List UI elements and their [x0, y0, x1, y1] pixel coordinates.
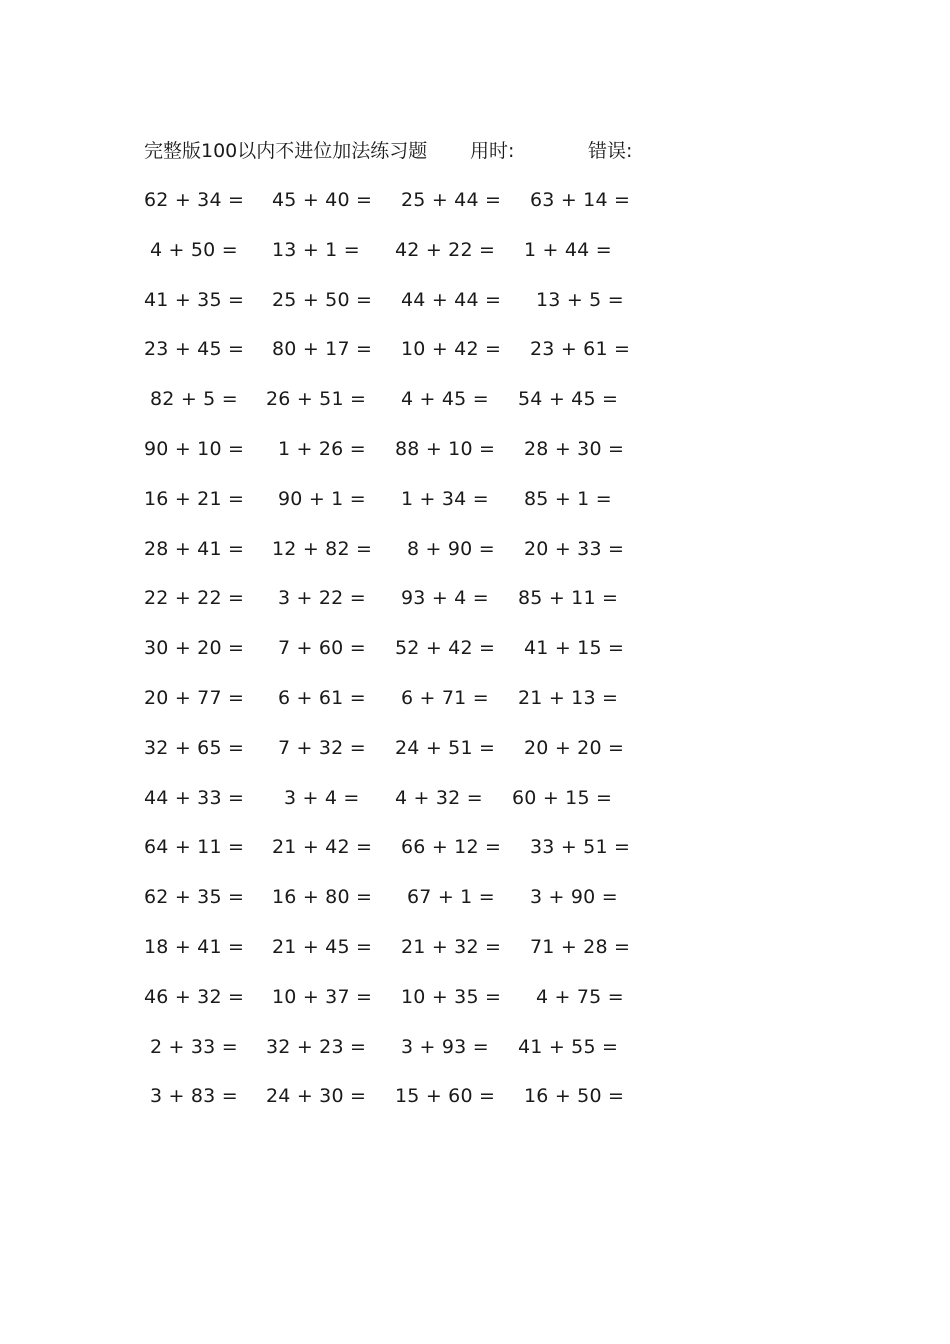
- addition-problem: 13 + 5 =: [536, 288, 624, 311]
- addition-problem: 10 + 35 =: [401, 985, 502, 1008]
- addition-problem: 1 + 44 =: [524, 238, 612, 261]
- addition-problem: 33 + 51 =: [530, 836, 631, 859]
- problem-row: [144, 783, 664, 833]
- addition-problem: 54 + 45 =: [518, 388, 619, 411]
- addition-problem: 4 + 75 =: [536, 985, 624, 1008]
- addition-problem: 42 + 22 =: [395, 238, 496, 261]
- addition-problem: 1 + 34 =: [401, 487, 489, 510]
- addition-problem: 20 + 20 =: [524, 736, 625, 759]
- addition-problem: 8 + 90 =: [407, 537, 495, 560]
- addition-problem: 20 + 77 =: [144, 686, 245, 709]
- addition-problem: 7 + 60 =: [278, 637, 366, 660]
- addition-problem: 88 + 10 =: [395, 437, 496, 460]
- addition-problem: 62 + 34 =: [144, 189, 245, 211]
- problem-row: [144, 932, 664, 982]
- addition-problem: 6 + 71 =: [401, 686, 489, 709]
- addition-problem: 12 + 82 =: [272, 537, 373, 560]
- addition-problem: 4 + 45 =: [401, 388, 489, 411]
- addition-problem: 28 + 41 =: [144, 537, 245, 560]
- addition-problem: 10 + 37 =: [272, 985, 373, 1008]
- addition-problem: 85 + 1 =: [524, 487, 612, 510]
- addition-problem: 64 + 11 =: [144, 836, 245, 859]
- addition-problem: 22 + 22 =: [144, 587, 245, 610]
- problem-row: [144, 185, 664, 235]
- addition-problem: 3 + 90 =: [530, 886, 618, 909]
- worksheet-header: [144, 136, 704, 166]
- addition-problem: 26 + 51 =: [266, 388, 367, 411]
- addition-problem: 28 + 30 =: [524, 437, 625, 460]
- addition-problem: 18 + 41 =: [144, 935, 245, 958]
- addition-problem: 6 + 61 =: [278, 686, 366, 709]
- addition-problem: 93 + 4 =: [401, 587, 489, 610]
- problem-row: [144, 1081, 664, 1131]
- problem-row: [144, 882, 664, 932]
- addition-problem: 3 + 4 =: [284, 786, 360, 809]
- addition-problem: 82 + 5 =: [150, 388, 238, 411]
- addition-problem: 60 + 15 =: [512, 786, 613, 809]
- addition-problem: 23 + 61 =: [530, 338, 631, 361]
- addition-problem: 62 + 35 =: [144, 886, 245, 909]
- addition-problem: 13 + 1 =: [272, 238, 360, 261]
- problem-row: [144, 434, 664, 484]
- addition-problem: 10 + 42 =: [401, 338, 502, 361]
- addition-problem: 2 + 33 =: [150, 1035, 238, 1058]
- problem-grid: [144, 185, 664, 1131]
- addition-problem: 46 + 32 =: [144, 985, 245, 1008]
- addition-problem: 24 + 51 =: [395, 736, 496, 759]
- addition-problem: 23 + 45 =: [144, 338, 245, 361]
- addition-problem: 32 + 23 =: [266, 1035, 367, 1058]
- addition-problem: 41 + 55 =: [518, 1035, 619, 1058]
- addition-problem: 41 + 15 =: [524, 637, 625, 660]
- addition-problem: 63 + 14 =: [530, 189, 631, 211]
- addition-problem: 25 + 50 =: [272, 288, 373, 311]
- addition-problem: 24 + 30 =: [266, 1085, 367, 1108]
- problem-row: [144, 384, 664, 434]
- addition-problem: 21 + 13 =: [518, 686, 619, 709]
- addition-problem: 21 + 32 =: [401, 935, 502, 958]
- addition-problem: 15 + 60 =: [395, 1085, 496, 1108]
- addition-problem: 3 + 22 =: [278, 587, 366, 610]
- addition-problem: 66 + 12 =: [401, 836, 502, 859]
- problem-row: [144, 832, 664, 882]
- addition-problem: 80 + 17 =: [272, 338, 373, 361]
- addition-problem: 45 + 40 =: [272, 189, 373, 211]
- addition-problem: 16 + 21 =: [144, 487, 245, 510]
- problem-row: [144, 583, 664, 633]
- addition-problem: 44 + 33 =: [144, 786, 245, 809]
- problem-row: [144, 285, 664, 335]
- addition-problem: 16 + 50 =: [524, 1085, 625, 1108]
- problem-row: [144, 334, 664, 384]
- problem-row: [144, 534, 664, 584]
- addition-problem: 1 + 26 =: [278, 437, 366, 460]
- problem-row: [144, 733, 664, 783]
- addition-problem: 3 + 83 =: [150, 1085, 238, 1108]
- addition-problem: 20 + 33 =: [524, 537, 625, 560]
- addition-problem: 44 + 44 =: [401, 288, 502, 311]
- addition-problem: 32 + 65 =: [144, 736, 245, 759]
- addition-problem: 4 + 32 =: [395, 786, 483, 809]
- problem-row: [144, 235, 664, 285]
- addition-problem: 7 + 32 =: [278, 736, 366, 759]
- error-label: 错误:: [588, 140, 633, 162]
- addition-problem: 21 + 45 =: [272, 935, 373, 958]
- problem-row: [144, 1032, 664, 1082]
- addition-problem: 16 + 80 =: [272, 886, 373, 909]
- problem-row: [144, 982, 664, 1032]
- addition-problem: 3 + 93 =: [401, 1035, 489, 1058]
- problem-row: [144, 683, 664, 733]
- addition-problem: 30 + 20 =: [144, 637, 245, 660]
- addition-problem: 85 + 11 =: [518, 587, 619, 610]
- addition-problem: 21 + 42 =: [272, 836, 373, 859]
- addition-problem: 90 + 1 =: [278, 487, 366, 510]
- addition-problem: 41 + 35 =: [144, 288, 245, 311]
- addition-problem: 52 + 42 =: [395, 637, 496, 660]
- worksheet-title: 完整版100以内不进位加法练习题: [144, 140, 428, 162]
- addition-problem: 25 + 44 =: [401, 189, 502, 211]
- time-label: 用时:: [470, 140, 515, 162]
- addition-problem: 90 + 10 =: [144, 437, 245, 460]
- problem-row: [144, 633, 664, 683]
- addition-problem: 4 + 50 =: [150, 238, 238, 261]
- addition-problem: 67 + 1 =: [407, 886, 495, 909]
- problem-row: [144, 484, 664, 534]
- addition-problem: 71 + 28 =: [530, 935, 631, 958]
